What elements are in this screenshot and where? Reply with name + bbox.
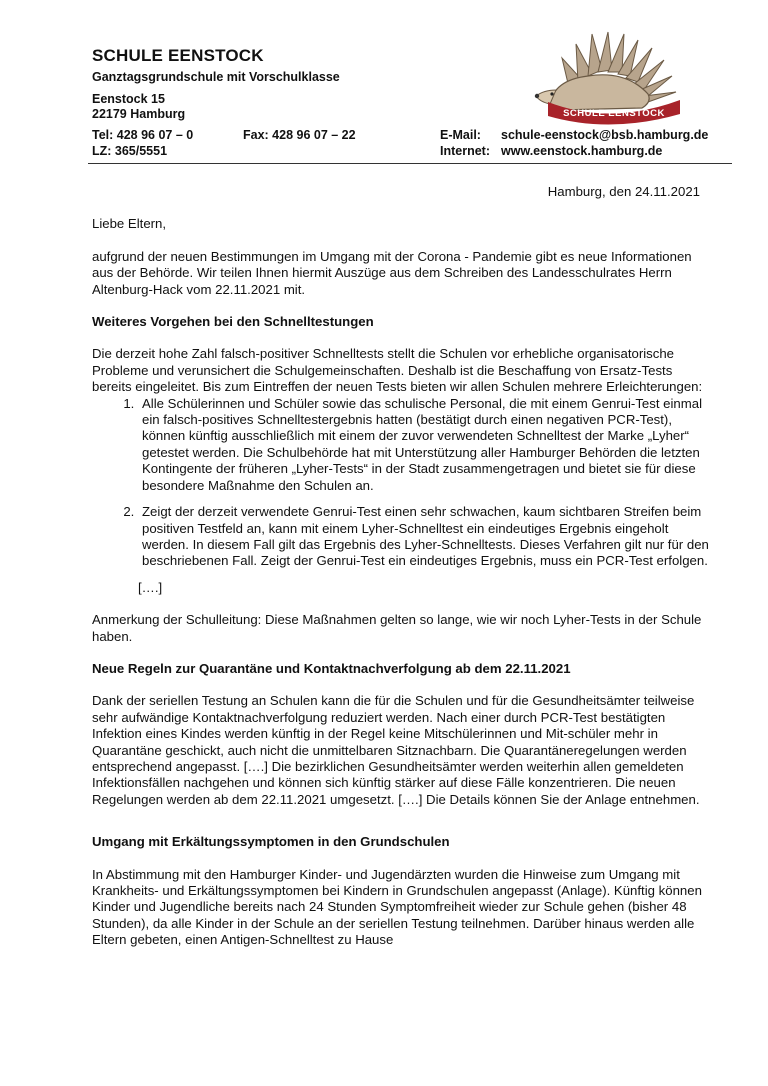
school-name: SCHULE EENSTOCK	[92, 46, 264, 65]
section-text-schnelltests: Die derzeit hohe Zahl falsch-positiver Schnelltests stellt die Schulen vor erhebliche organisatorische Probleme und verunsichert die Schulgemeinschaften. Deshalb ist die Beschaffung von Ersatz-Tests bereits eingeleitet. Bis zum Eintreffen der neuen Tests bieten wir allen Schulen mehrere Erleichterungen:	[92, 346, 703, 395]
hedgehog-logo-icon	[530, 30, 700, 125]
letter-body	[92, 184, 712, 965]
school-subtitle: Ganztagsgrundschule mit Vorschulklasse	[92, 70, 340, 84]
letter-date: Hamburg, den 24.11.2021	[547, 184, 700, 199]
section-text-quarantaene: Dank der seriellen Testung an Schulen kann die für die Schulen und für die Gesundheitsämter teilweise sehr aufwändige Kontaktnachverfolgung reduziert werden. Nach einer durch PCR-Test bestätigten Infektion eines Kindes werden künftig in der Regel keine Mitschülerinnen und Mit-schüler mehr in Quarantäne geschickt, auch nicht die unmittelbaren Sitznachbarn. Die Quarantäneregelungen werden entsprechend angepasst. [….] Die bezirklichen Gesundheitsämter werden weiterhin allen gemeldeten Infektionsfällen nachgehen und können sich künftig stärker auf diese Fälle konzentrieren. Die neuen Regelungen werden ab dem 22.11.2021 umgesetzt. [….] Die Details können Sie der Anlage entnehmen.	[92, 693, 700, 807]
lz-code: LZ: 365/5551	[92, 144, 168, 158]
header-divider	[88, 163, 732, 164]
school-note: Anmerkung der Schulleitung: Diese Maßnahmen gelten so lange, wie wir noch Lyher-Tests in der Schule haben.	[92, 612, 702, 644]
intro-paragraph: aufgrund der neuen Bestimmungen im Umgang mit der Corona - Pandemie gibt es neue Informationen aus der Behörde. Wir teilen Ihnen hiermit Auszüge aus dem Schreiben des Landesschulrates Herrn Altenburg-Hack vom 22.11.2021 mit.	[92, 248, 692, 297]
measures-list	[92, 396, 712, 570]
website-link[interactable]: www.eenstock.hamburg.de	[501, 144, 663, 158]
address-street: Eenstock 15	[92, 92, 165, 106]
list-item: 2. Zeigt der derzeit verwendete Genrui-Test einen sehr schwachen, kaum sichtbaren Streifen beim positiven Testfeld an, kann mit einem Lyher-Schnelltest ein eindeutiges Ergebnis eingeholt werden. In diesem Fall gilt das Ergebnis des Lyher-Schnelltests. Dieses Verfahren gilt nur für den beschriebenen Fall. Zeigt der Genrui-Test ein eindeutiges Ergebnis, muss ein PCR-Test erfolgen.	[138, 504, 712, 570]
internet-label: Internet:	[440, 144, 490, 158]
email-link[interactable]: schule-eenstock@bsb.hamburg.de	[501, 128, 709, 142]
section-heading-schnelltests: Weiteres Vorgehen bei den Schnelltestungen	[92, 314, 374, 330]
fax: Fax: 428 96 07 – 22	[243, 128, 356, 142]
email-label: E-Mail:	[440, 128, 481, 142]
section-text-erkaeltung: In Abstimmung mit den Hamburger Kinder- und Jugendärzten wurden die Hinweise zum Umgang mit Krankheits- und Erkältungssymptomen bei Kindern in Grundschulen angepasst (Anlage). Künftig können Kinder und Jugendliche bereits nach 24 Stunden Symptomfreiheit wieder zur Schule gehen (bisher 48 Stunden), da alle Kinder in der Schule an der seriellen Testung teilnehmen. Darüber hinaus werden alle Eltern gebeten, einen Antigen-Schnelltest zu Hause	[92, 866, 702, 948]
omission-marker: [….]	[138, 579, 163, 595]
section-heading-quarantaene: Neue Regeln zur Quarantäne und Kontaktnachverfolgung ab dem 22.11.2021	[92, 660, 571, 676]
logo-banner-text: SCHULE EENSTOCK	[563, 108, 665, 119]
section-heading-erkaeltung: Umgang mit Erkältungssymptomen in den Grundschulen	[92, 834, 450, 850]
list-item: 1. Alle Schülerinnen und Schüler sowie das schulische Personal, die mit einem Genrui-Test einmal ein falsch-positives Schnelltestergebnis hatten (bestätigt durch einen negativen PCR-Test), können künftig ausschließlich mit einem der zuvor verwendeten Schnelltest der Marke „Lyher“ getestet werden. Die Schulbehörde hat mit Unterstützung aller Hamburger Behörden die letzten Kontingente der früheren „Lyher-Tests“ in der Stadt zusammengetragen und bietet sie für diese besondere Maßnahme den Schulen an.	[138, 396, 712, 494]
salutation: Liebe Eltern,	[92, 216, 167, 232]
phone: Tel: 428 96 07 – 0	[92, 128, 194, 142]
address-city: 22179 Hamburg	[92, 107, 186, 121]
